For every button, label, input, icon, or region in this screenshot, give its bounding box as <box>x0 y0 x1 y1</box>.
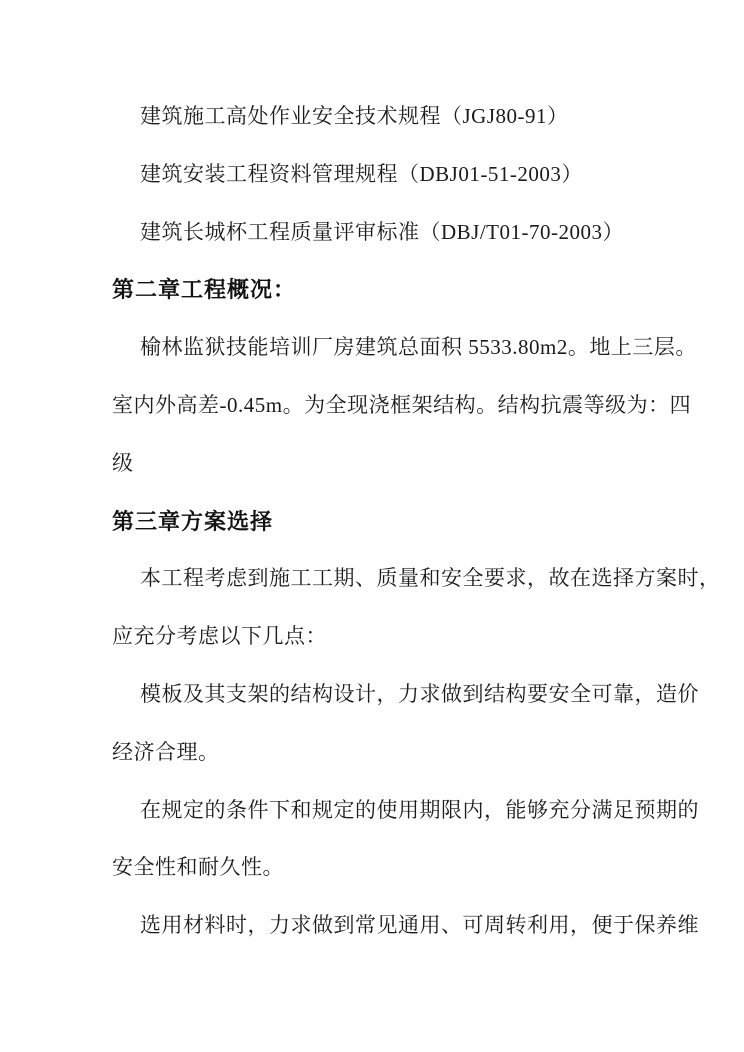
regulation-reference-1: 建筑施工高处作业安全技术规程（JGJ80-91） <box>140 104 569 128</box>
regulation-reference-2: 建筑安装工程资料管理规程（DBJ01-51-2003） <box>140 161 583 186</box>
regulation-reference-3: 建筑长城杯工程质量评审标准（DBJ/T01-70-2003） <box>140 219 624 244</box>
chapter-3-point-3-line-1: 选用材料时，力求做到常见通用、可周转利用，便于保养维 <box>140 913 699 938</box>
document-content <box>112 88 721 955</box>
chapter-3-point-1-line-2: 经济合理。 <box>112 739 220 764</box>
chapter-3-heading: 第三章方案选择 <box>112 508 274 534</box>
chapter-3-intro-line-2: 应充分考虑以下几点： <box>112 624 327 649</box>
chapter-3-point-2-line-2: 安全性和耐久性。 <box>112 855 284 880</box>
chapter-2-heading: 第二章工程概况： <box>112 277 297 303</box>
chapter-2-body-line-2: 室内外高差-0.45m。为全现浇框架结构。结构抗震等级为：四 <box>112 392 692 417</box>
chapter-3-point-2-line-1: 在规定的条件下和规定的使用期限内，能够充分满足预期的 <box>140 797 699 822</box>
chapter-3-intro-line-1: 本工程考虑到施工工期、质量和安全要求，故在选择方案时， <box>140 566 721 591</box>
chapter-2-body-line-3: 级 <box>112 450 134 475</box>
chapter-2-body-line-1: 榆林监狱技能培训厂房建筑总面积 5533.80m2。地上三层。 <box>140 335 697 360</box>
chapter-3-point-1-line-1: 模板及其支架的结构设计，力求做到结构要安全可靠，造价 <box>140 681 699 706</box>
